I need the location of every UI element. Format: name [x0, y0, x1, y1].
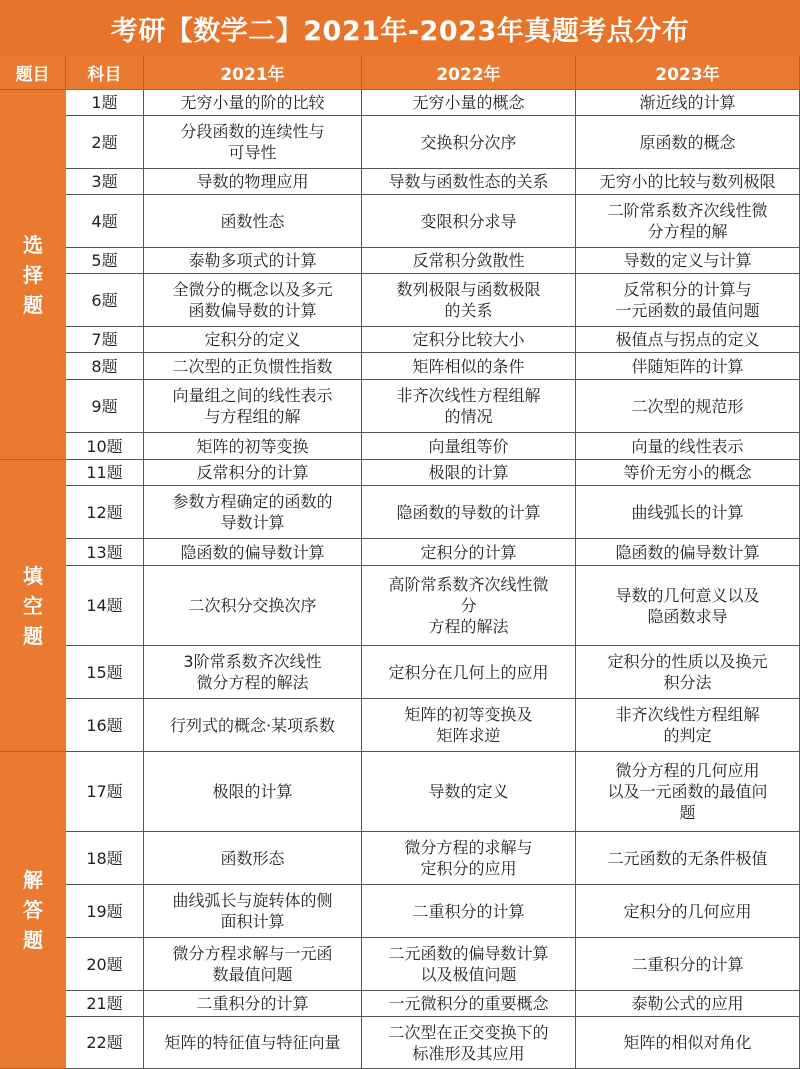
header-2021: 2021年 [144, 56, 362, 90]
topic-cell-y2023: 原函数的概念 [576, 116, 800, 169]
topic-cell-y2023: 二重积分的计算 [576, 938, 800, 991]
question-number-cell: 20题 [66, 938, 144, 991]
topic-cell-y2021: 函数形态 [144, 832, 362, 885]
question-number-cell: 8题 [66, 353, 144, 380]
topic-cell-y2022: 高阶常系数齐次线性微 分 方程的解法 [362, 566, 576, 646]
topic-cell-y2023: 定积分的性质以及换元 积分法 [576, 646, 800, 699]
header-2023: 2023年 [576, 56, 800, 90]
question-number-cell: 11题 [66, 460, 144, 486]
topic-cell-y2022: 隐函数的导数的计算 [362, 486, 576, 539]
topic-cell-y2021: 行列式的概念·某项系数 [144, 699, 362, 752]
topic-cell-y2022: 矩阵的初等变换及 矩阵求逆 [362, 699, 576, 752]
topic-cell-y2021: 导数的物理应用 [144, 169, 362, 195]
topic-cell-y2023: 导数的定义与计算 [576, 248, 800, 274]
topic-cell-y2022: 一元微积分的重要概念 [362, 991, 576, 1017]
topic-cell-y2023: 反常积分的计算与 一元函数的最值问题 [576, 274, 800, 327]
topic-cell-y2022: 定积分在几何上的应用 [362, 646, 576, 699]
question-number-cell: 6题 [66, 274, 144, 327]
topic-cell-y2022: 导数与函数性态的关系 [362, 169, 576, 195]
topic-cell-y2021: 全微分的概念以及多元 函数偏导数的计算 [144, 274, 362, 327]
topic-cell-y2022: 数列极限与函数极限 的关系 [362, 274, 576, 327]
page-title: 考研【数学二】2021年-2023年真题考点分布 [0, 0, 800, 56]
topic-cell-y2022: 非齐次线性方程组解 的情况 [362, 380, 576, 433]
section-label: 填空题 [0, 460, 66, 752]
topic-cell-y2023: 渐近线的计算 [576, 90, 800, 116]
topic-cell-y2023: 导数的几何意义以及 隐函数求导 [576, 566, 800, 646]
question-number-cell: 3题 [66, 169, 144, 195]
topic-cell-y2022: 无穷小量的概念 [362, 90, 576, 116]
topic-cell-y2023: 二次型的规范形 [576, 380, 800, 433]
topic-cell-y2022: 二元函数的偏导数计算 以及极值问题 [362, 938, 576, 991]
topic-cell-y2023: 泰勒公式的应用 [576, 991, 800, 1017]
question-number-cell: 14题 [66, 566, 144, 646]
topic-cell-y2021: 分段函数的连续性与 可导性 [144, 116, 362, 169]
topic-cell-y2021: 隐函数的偏导数计算 [144, 539, 362, 566]
topic-cell-y2021: 二次型的正负惯性指数 [144, 353, 362, 380]
topic-cell-y2023: 无穷小的比较与数列极限 [576, 169, 800, 195]
question-number-cell: 5题 [66, 248, 144, 274]
topic-cell-y2021: 函数性态 [144, 195, 362, 248]
question-number-cell: 22题 [66, 1017, 144, 1069]
topic-cell-y2021: 定积分的定义 [144, 327, 362, 353]
question-number-cell: 13题 [66, 539, 144, 566]
topic-cell-y2023: 向量的线性表示 [576, 433, 800, 460]
topic-cell-y2021: 参数方程确定的函数的 导数计算 [144, 486, 362, 539]
topic-cell-y2021: 泰勒多项式的计算 [144, 248, 362, 274]
question-number-cell: 19题 [66, 885, 144, 938]
question-number-cell: 7题 [66, 327, 144, 353]
topic-cell-y2023: 极值点与拐点的定义 [576, 327, 800, 353]
topic-cell-y2022: 极限的计算 [362, 460, 576, 486]
question-number-cell: 4题 [66, 195, 144, 248]
question-number-cell: 2题 [66, 116, 144, 169]
topic-cell-y2021: 向量组之间的线性表示 与方程组的解 [144, 380, 362, 433]
topic-cell-y2023: 二阶常系数齐次线性微 分方程的解 [576, 195, 800, 248]
question-number-cell: 9题 [66, 380, 144, 433]
topic-cell-y2022: 矩阵相似的条件 [362, 353, 576, 380]
question-number-cell: 18题 [66, 832, 144, 885]
topic-cell-y2023: 等价无穷小的概念 [576, 460, 800, 486]
question-number-cell: 1题 [66, 90, 144, 116]
topic-cell-y2022: 微分方程的求解与 定积分的应用 [362, 832, 576, 885]
topic-cell-y2021: 3阶常系数齐次线性 微分方程的解法 [144, 646, 362, 699]
section-label: 选择题 [0, 90, 66, 460]
header-subject: 科目 [66, 56, 144, 90]
header-question-type: 题目 [0, 56, 66, 90]
question-number-cell: 10题 [66, 433, 144, 460]
topic-cell-y2021: 矩阵的初等变换 [144, 433, 362, 460]
question-number-cell: 17题 [66, 752, 144, 832]
question-number-cell: 21题 [66, 991, 144, 1017]
topic-cell-y2023: 定积分的几何应用 [576, 885, 800, 938]
topic-cell-y2022: 变限积分求导 [362, 195, 576, 248]
topic-cell-y2022: 向量组等价 [362, 433, 576, 460]
question-number-cell: 15题 [66, 646, 144, 699]
topic-cell-y2021: 无穷小量的阶的比较 [144, 90, 362, 116]
topic-cell-y2023: 矩阵的相似对角化 [576, 1017, 800, 1069]
question-number-cell: 12题 [66, 486, 144, 539]
topic-cell-y2021: 二次积分交换次序 [144, 566, 362, 646]
topic-cell-y2021: 极限的计算 [144, 752, 362, 832]
topic-cell-y2023: 二元函数的无条件极值 [576, 832, 800, 885]
topic-cell-y2021: 二重积分的计算 [144, 991, 362, 1017]
topic-cell-y2021: 微分方程求解与一元函 数最值问题 [144, 938, 362, 991]
topic-cell-y2021: 矩阵的特征值与特征向量 [144, 1017, 362, 1069]
topic-cell-y2022: 定积分的计算 [362, 539, 576, 566]
header-2022: 2022年 [362, 56, 576, 90]
question-number-cell: 16题 [66, 699, 144, 752]
topic-cell-y2021: 反常积分的计算 [144, 460, 362, 486]
topic-cell-y2023: 隐函数的偏导数计算 [576, 539, 800, 566]
topic-cell-y2022: 二次型在正交变换下的 标准形及其应用 [362, 1017, 576, 1069]
topic-cell-y2023: 微分方程的几何应用 以及一元函数的最值问 题 [576, 752, 800, 832]
topic-cell-y2023: 曲线弧长的计算 [576, 486, 800, 539]
topic-cell-y2022: 导数的定义 [362, 752, 576, 832]
section-label: 解答题 [0, 752, 66, 1069]
topic-cell-y2022: 反常积分敛散性 [362, 248, 576, 274]
topic-cell-y2022: 二重积分的计算 [362, 885, 576, 938]
topic-cell-y2023: 伴随矩阵的计算 [576, 353, 800, 380]
topic-cell-y2022: 交换积分次序 [362, 116, 576, 169]
topic-cell-y2021: 曲线弧长与旋转体的侧 面积计算 [144, 885, 362, 938]
topic-cell-y2023: 非齐次线性方程组解 的判定 [576, 699, 800, 752]
topic-cell-y2022: 定积分比较大小 [362, 327, 576, 353]
